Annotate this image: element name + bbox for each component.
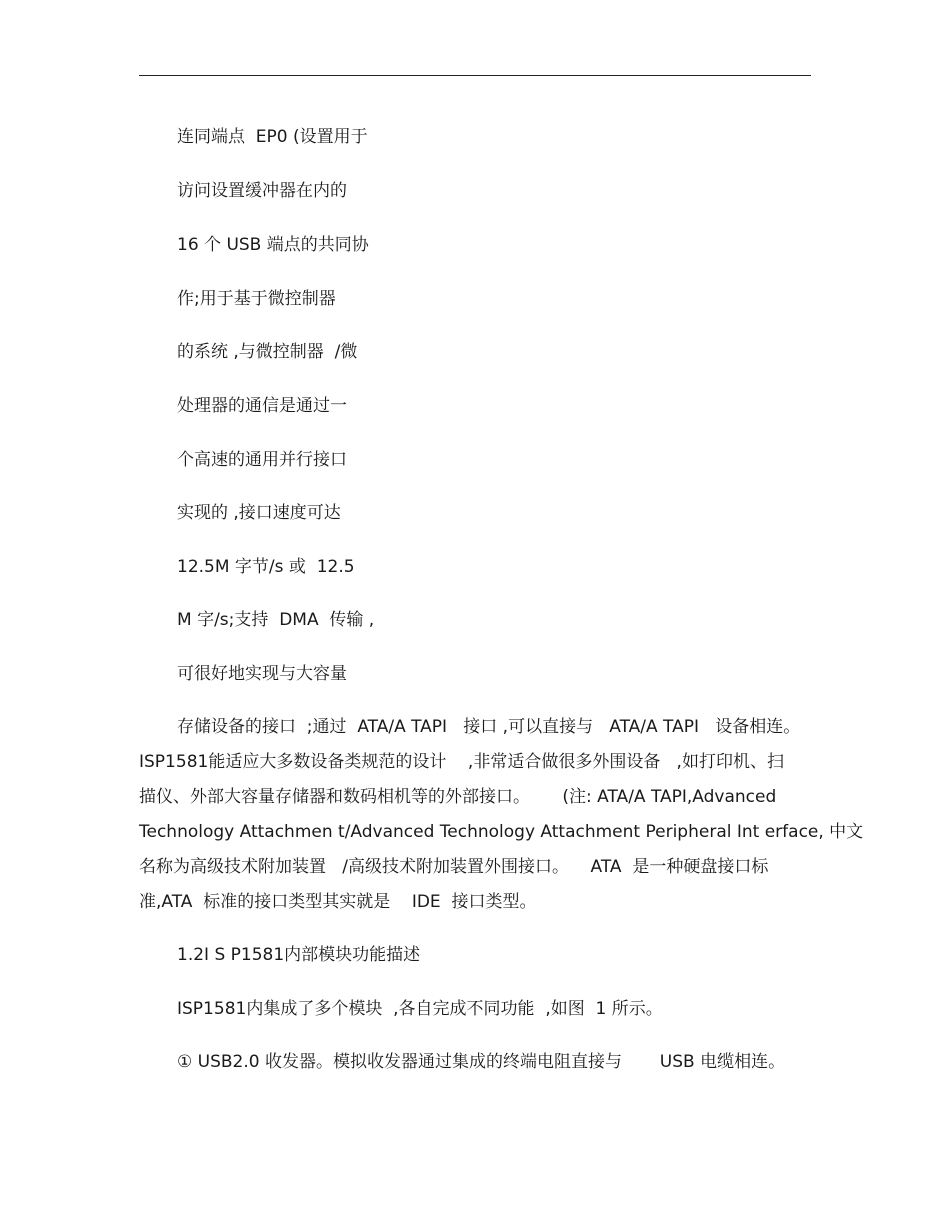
text-line: 个高速的通用并行接口 xyxy=(177,450,347,470)
text-line: 访问设置缓冲器在内的 xyxy=(177,181,347,201)
section-heading: 1.2I S P1581内部模块功能描述 xyxy=(177,945,421,965)
text-line: 可很好地实现与大容量 xyxy=(177,664,347,684)
paragraph-line: 准,ATA 标准的接口类型其实就是 IDE 接口类型。 xyxy=(139,892,537,912)
text-line: 12.5M 字节/s 或 12.5 xyxy=(177,557,355,577)
paragraph-line: 描仪、外部大容量存储器和数码相机等的外部接口。 (注: ATA/A TAPI,Advanced xyxy=(139,787,777,807)
text-line: M 字/s;支持 DMA 传输 , xyxy=(177,610,375,630)
intro-sentence: ISP1581内集成了多个模块 ,各自完成不同功能 ,如图 1 所示。 xyxy=(177,999,663,1019)
text-line: 16 个 USB 端点的共同协 xyxy=(177,235,369,255)
paragraph-line: Technology Attachmen t/Advanced Technology Attachment Peripheral Int erface, 中文 xyxy=(139,822,864,842)
text-line: 实现的 ,接口速度可达 xyxy=(177,503,341,523)
list-item-1: ① USB2.0 收发器。模拟收发器通过集成的终端电阻直接与 USB 电缆相连。 xyxy=(177,1052,786,1072)
text-line: 处理器的通信是通过一 xyxy=(177,396,347,416)
paragraph-line: 名称为高级技术附加装置 /高级技术附加装置外围接口。 ATA 是一种硬盘接口标 xyxy=(139,857,769,877)
paragraph-line: ISP1581能适应大多数设备类规范的设计 ,非常适合做很多外围设备 ,如打印机、扫 xyxy=(139,752,784,772)
text-line: 连同端点 EP0 (设置用于 xyxy=(177,127,368,147)
paragraph-line: 存储设备的接口 ;通过 ATA/A TAPI 接口 ,可以直接与 ATA/A TAPI 设备相连。 xyxy=(177,717,801,737)
header-rule xyxy=(139,75,811,76)
text-line: 作;用于基于微控制器 xyxy=(177,289,336,309)
text-line: 的系统 ,与微控制器 /微 xyxy=(177,342,358,362)
